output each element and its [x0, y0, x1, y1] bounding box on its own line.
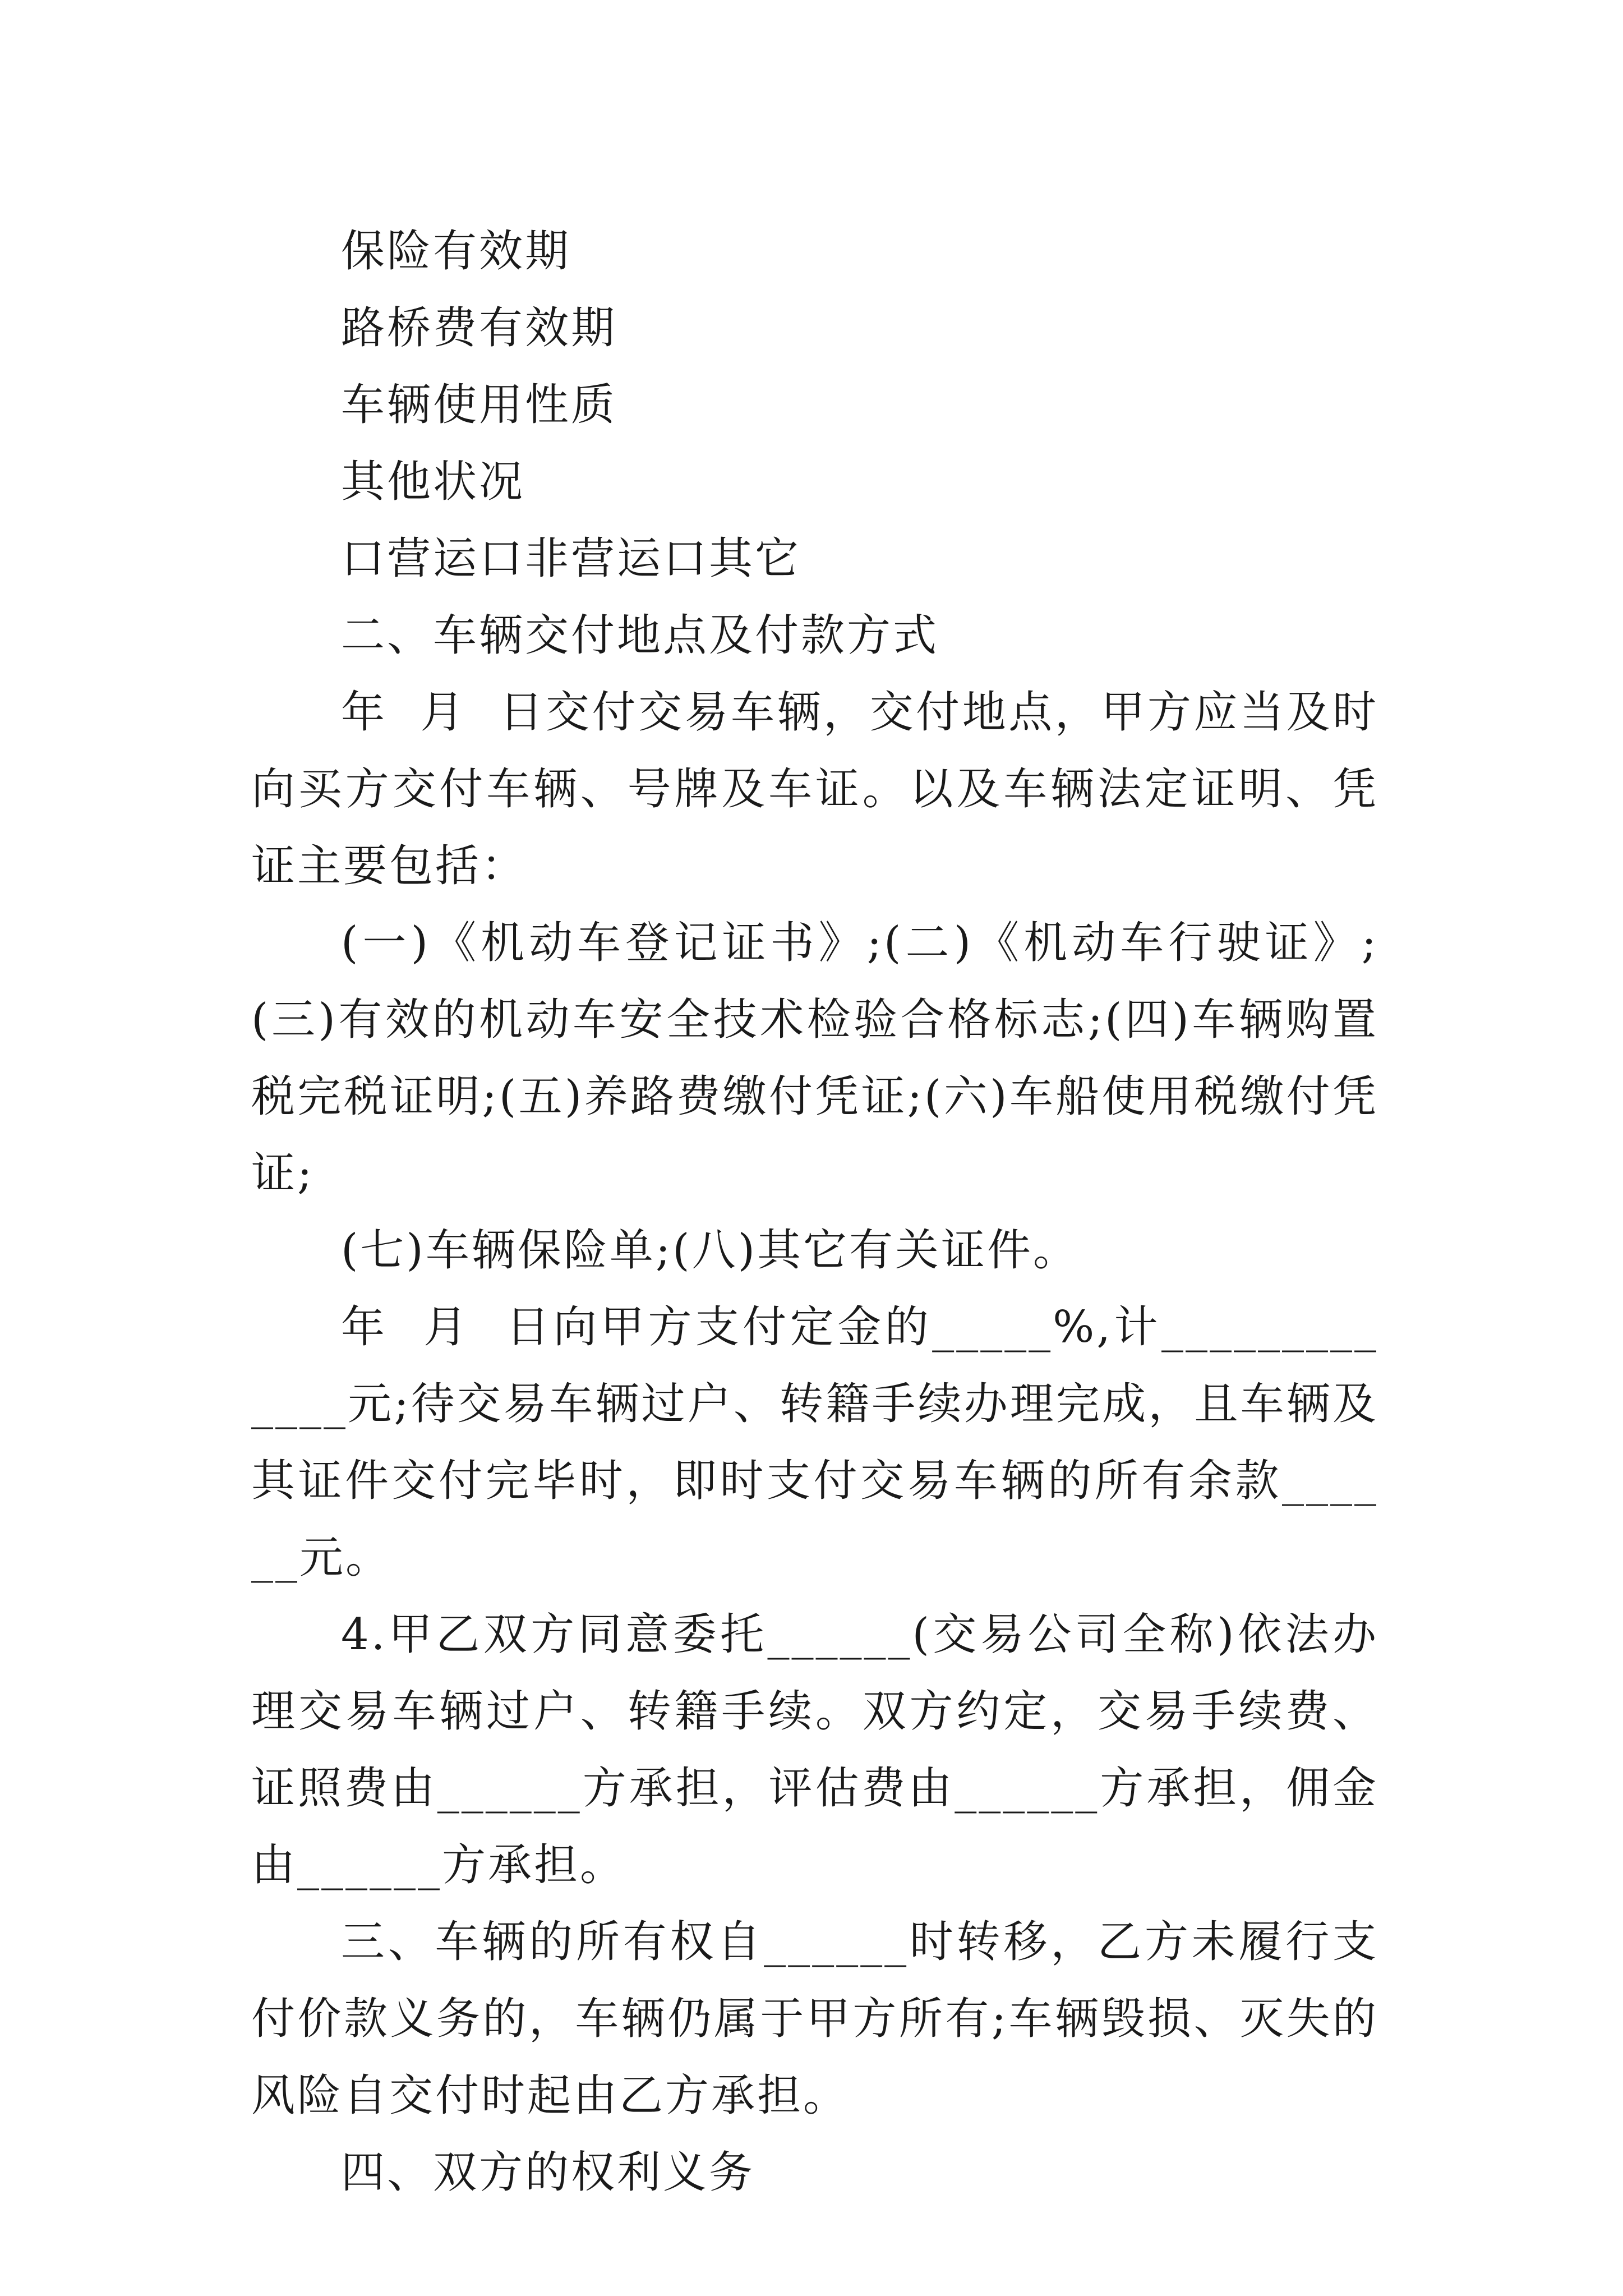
paragraph-ownership: 三、车辆的所有权自______时转移，乙方未履行支付价款义务的，车辆仍属于甲方所有;车辆毁损、灭失的风险自交付时起由乙方承担。: [251, 1917, 1378, 2121]
paragraph-toll-validity: 路桥费有效期: [341, 303, 617, 353]
paragraph-certificates-cont: (七)车辆保险单;(八)其它有关证件。: [341, 1225, 1080, 1276]
section-heading-delivery: 二、车辆交付地点及付款方式: [341, 610, 939, 661]
paragraph-certificates: (一)《机动车登记证书》;(二)《机动车行驶证》;(三)有效的机动车安全技术检验合格标志;(四)车辆购置税完税证明;(五)养路费缴付凭证;(六)车船使用税缴付凭证;: [251, 918, 1378, 1199]
document-body: [251, 213, 1378, 2211]
paragraph-insurance-validity: 保险有效期: [341, 226, 571, 277]
paragraph-operation-type: 口营运口非营运口其它: [341, 533, 801, 584]
paragraph-other-status: 其他状况: [341, 457, 525, 507]
paragraph-transfer-agent: 4.甲乙双方同意委托______(交易公司全称)依法办理交易车辆过户、转籍手续。双方约定，交易手续费、证照费由______方承担，评估费由______方承担，佣金由______方承担。: [251, 1609, 1378, 1890]
section-heading-rights: 四、双方的权利义务: [341, 2147, 755, 2198]
paragraph-vehicle-usage: 车辆使用性质: [341, 380, 617, 430]
paragraph-payment: 年 月 日向甲方支付定金的_____%,计_____________元;待交易车辆过户、转籍手续办理完成，且车辆及其证件交付完毕时，即时支付交易车辆的所有余款______元。: [251, 1302, 1378, 1583]
paragraph-delivery: 年 月 日交付交易车辆，交付地点，甲方应当及时向买方交付车辆、号牌及车证。以及车辆法定证明、凭证主要包括：: [251, 687, 1378, 891]
